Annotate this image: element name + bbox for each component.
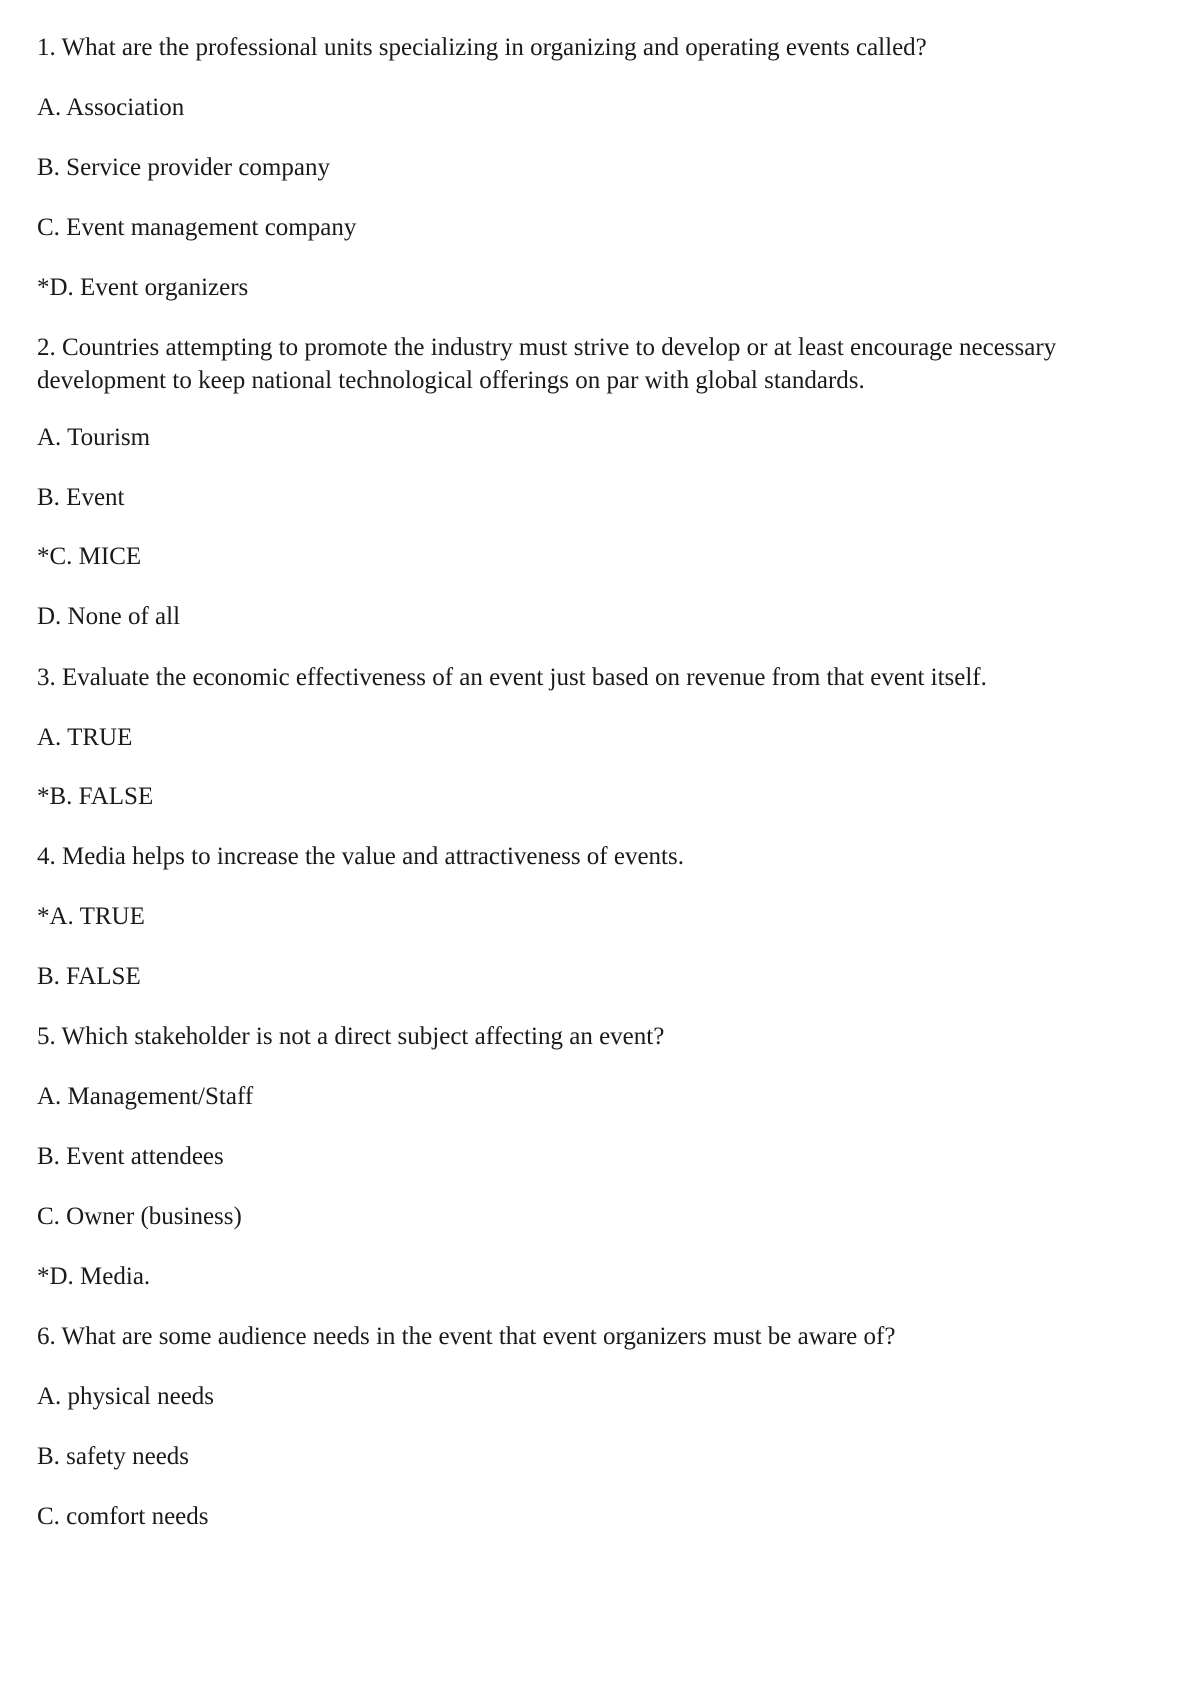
question-1-option-c: C. Event management company <box>37 214 357 241</box>
question-5-option-c: C. Owner (business) <box>37 1203 242 1230</box>
question-2-text: 2. Countries attempting to promote the industry must strive to develop or at least encourage necessary development to keep national technological offerings on par with global standards. <box>37 334 1057 394</box>
question-1-text: 1. What are the professional units specializing in organizing and operating events called? <box>37 34 927 61</box>
question-4-option-b: B. FALSE <box>37 963 141 990</box>
question-2-option-b: B. Event <box>37 484 125 511</box>
question-2-option-a: A. Tourism <box>37 424 151 451</box>
question-1-option-b: B. Service provider company <box>37 154 330 181</box>
question-2-option-c: *C. MICE <box>37 543 142 570</box>
question-5-option-a: A. Management/Staff <box>37 1083 254 1110</box>
question-1-option-d: *D. Event organizers <box>37 274 249 301</box>
question-1-option-a: A. Association <box>37 94 185 121</box>
question-4-option-a: *A. TRUE <box>37 903 145 930</box>
question-3-option-b: *B. FALSE <box>37 783 154 810</box>
question-2-option-d: D. None of all <box>37 603 181 630</box>
question-6-option-b: B. safety needs <box>37 1443 190 1470</box>
question-3-text: 3. Evaluate the economic effectiveness of an event just based on revenue from that event itself. <box>37 664 987 691</box>
question-4-text: 4. Media helps to increase the value and attractiveness of events. <box>37 843 684 870</box>
question-5-text: 5. Which stakeholder is not a direct subject affecting an event? <box>37 1023 665 1050</box>
question-5-option-b: B. Event attendees <box>37 1143 224 1170</box>
question-6-option-c: C. comfort needs <box>37 1503 209 1530</box>
question-3-option-a: A. TRUE <box>37 724 133 751</box>
question-6-option-a: A. physical needs <box>37 1383 215 1410</box>
question-6-text: 6. What are some audience needs in the event that event organizers must be aware of? <box>37 1323 896 1350</box>
question-5-option-d: *D. Media. <box>37 1263 151 1290</box>
